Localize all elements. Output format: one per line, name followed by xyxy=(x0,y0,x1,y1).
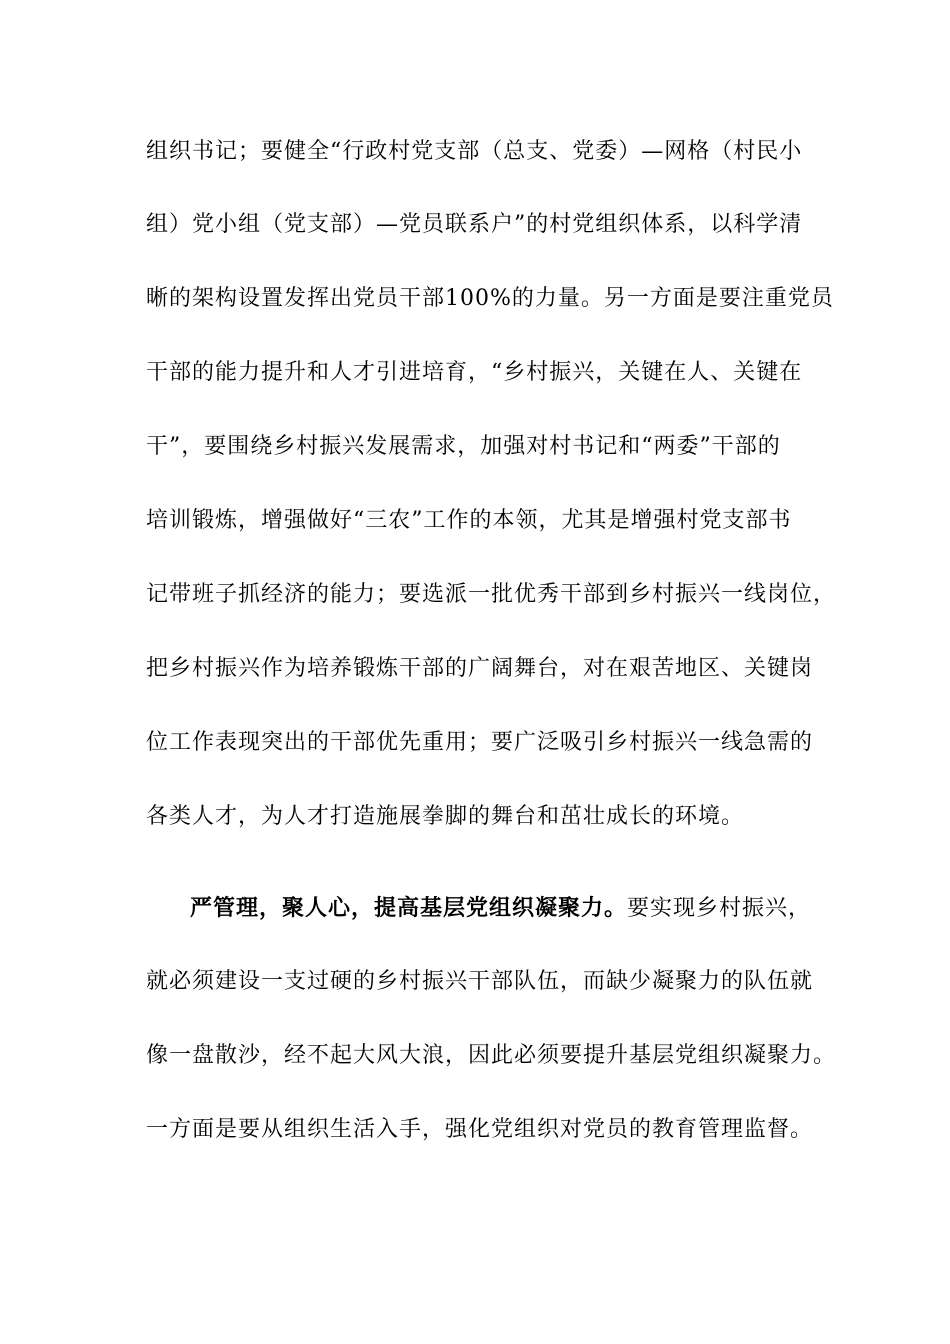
body-text-line: 记带班子抓经济的能力；要选派一批优秀干部到乡村振兴一线岗位， xyxy=(146,582,837,607)
paragraph-first-line xyxy=(190,893,820,924)
body-text: 要实现乡村振兴， xyxy=(627,896,812,921)
body-text-line: 培训锻炼，增强做好“三农”工作的本领，尤其是增强村党支部书 xyxy=(146,508,792,533)
body-text-line: 一方面是要从组织生活入手，强化党组织对党员的教育管理监督。 xyxy=(146,1117,814,1142)
body-text-line: 把乡村振兴作为培养锻炼干部的广阔舞台，对在艰苦地区、关键岗 xyxy=(146,656,814,681)
body-text-line: 组）党小组（党支部）—党员联系户”的村党组织体系，以科学清 xyxy=(146,212,803,237)
body-text-line: 干部的能力提升和人才引进培育，“乡村振兴，关键在人、关键在 xyxy=(146,360,803,385)
body-text-line: 位工作表现突出的干部优先重用；要广泛吸引乡村振兴一线急需的 xyxy=(146,730,814,755)
body-text-line: 干”，要围绕乡村振兴发展需求，加强对村书记和“两委”干部的 xyxy=(146,434,781,459)
body-text-line: 像一盘散沙，经不起大风大浪，因此必须要提升基层党组织凝聚力。 xyxy=(146,1043,837,1068)
body-text-line: 组织书记；要健全“行政村党支部（总支、党委）—网格（村民小 xyxy=(146,139,803,164)
section-heading: 严管理，聚人心，提高基层党组织凝聚力。 xyxy=(190,895,628,921)
body-text-line: 晰的架构设置发挥出党员干部100%的力量。另一方面是要注重党员 xyxy=(146,286,834,311)
body-text-line: 各类人才，为人才打造施展拳脚的舞台和茁壮成长的环境。 xyxy=(146,804,745,829)
body-text-line: 就必须建设一支过硬的乡村振兴干部队伍，而缺少凝聚力的队伍就 xyxy=(146,969,814,994)
